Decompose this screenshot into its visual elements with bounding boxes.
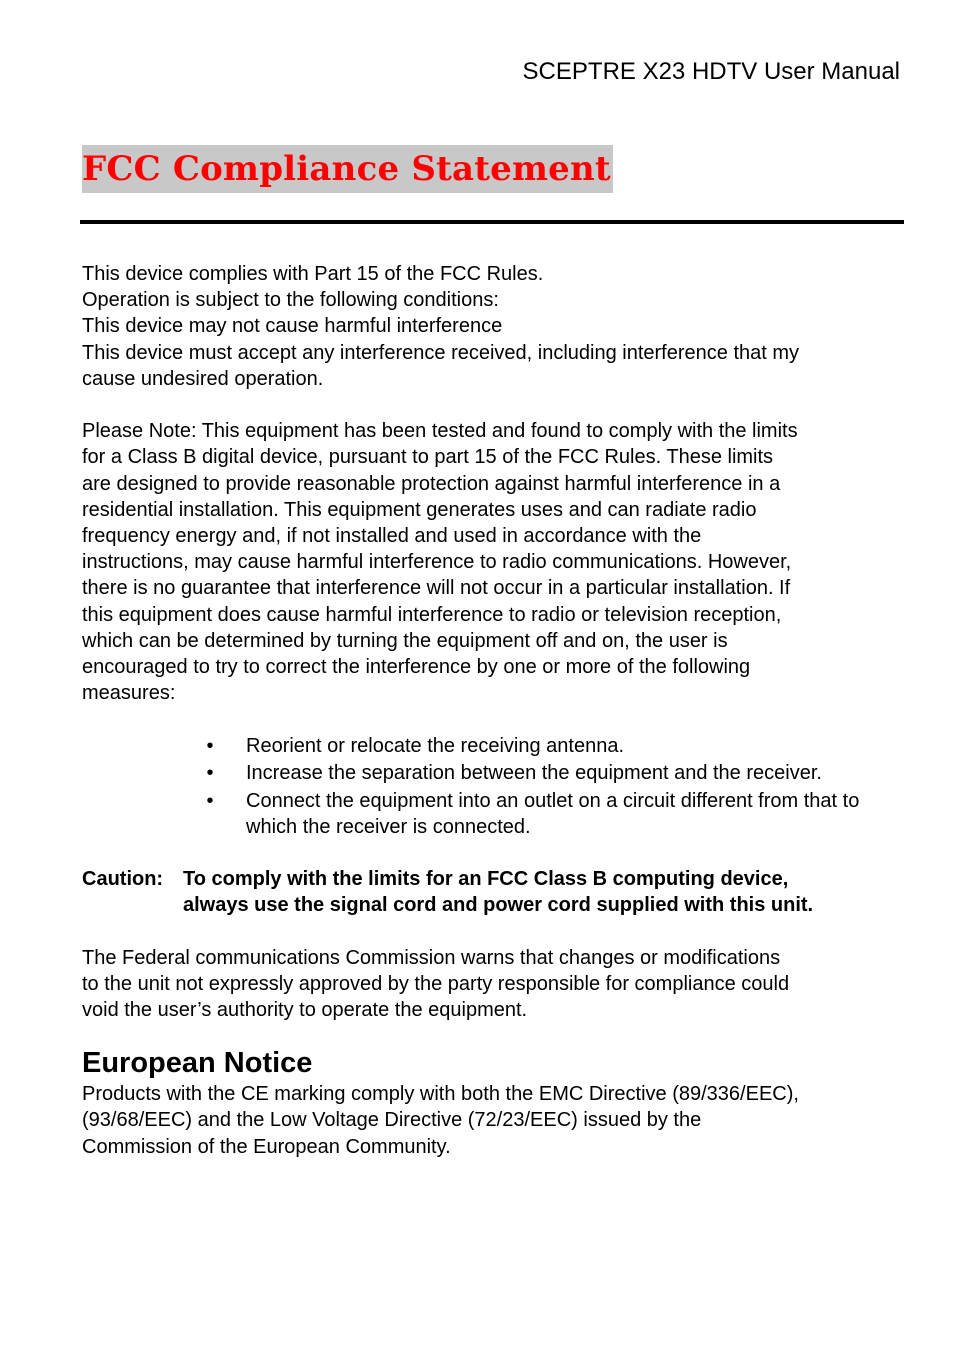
section-title-highlight bbox=[82, 145, 613, 193]
note-line: measures: bbox=[82, 682, 176, 705]
note-line: Please Note: This equipment has been tested and found to comply with the limits bbox=[82, 420, 798, 443]
list-item bbox=[82, 760, 912, 786]
caution-label: Caution: bbox=[82, 867, 164, 890]
caution-line: always use the signal cord and power cord supplied with this unit. bbox=[183, 894, 814, 917]
compliance-line: This device must accept any interference received, including interference that my bbox=[82, 341, 800, 364]
fcc-warning-paragraph bbox=[82, 945, 912, 1024]
compliance-line: cause undesired operation. bbox=[82, 367, 324, 390]
document-body bbox=[82, 261, 912, 1160]
paragraph-gap bbox=[82, 1023, 912, 1045]
paragraph-gap bbox=[82, 842, 912, 866]
caution-line: To comply with the limits for an FCC Class B computing device, bbox=[183, 867, 789, 890]
bullet-icon: • bbox=[206, 790, 214, 813]
title-divider bbox=[80, 220, 904, 224]
european-notice-line: (93/68/EEC) and the Low Voltage Directive (72/23/EEC) issued by the bbox=[82, 1109, 702, 1132]
bullet-icon: • bbox=[206, 734, 214, 757]
european-notice-line: Products with the CE marking comply with both the EMC Directive (89/336/EEC), bbox=[82, 1083, 799, 1106]
paragraph-gap bbox=[82, 706, 912, 732]
fcc-warning-line: void the user’s authority to operate the equipment. bbox=[82, 998, 528, 1021]
fcc-warning-line: The Federal communications Commission warns that changes or modifications bbox=[82, 946, 781, 969]
list-item bbox=[82, 733, 912, 759]
running-header: SCEPTRE X23 HDTV User Manual bbox=[522, 58, 900, 85]
note-line: residential installation. This equipment generates uses and can radiate radio bbox=[82, 498, 757, 521]
european-notice-paragraph bbox=[82, 1081, 912, 1160]
compliance-line: Operation is subject to the following conditions: bbox=[82, 289, 499, 312]
note-line: there is no guarantee that interference will not occur in a particular installation. If bbox=[82, 577, 791, 600]
european-notice-line: Commission of the European Community. bbox=[82, 1135, 451, 1158]
fcc-warning-line: to the unit not expressly approved by the party responsible for compliance could bbox=[82, 972, 790, 995]
compliance-paragraph bbox=[82, 261, 912, 392]
note-line: frequency energy and, if not installed and used in accordance with the bbox=[82, 525, 702, 548]
note-line: instructions, may cause harmful interference to radio communications. However, bbox=[82, 551, 792, 574]
note-paragraph bbox=[82, 418, 912, 706]
bullet-icon: • bbox=[206, 762, 214, 785]
caution-notice bbox=[82, 866, 912, 918]
measures-list bbox=[82, 733, 912, 841]
compliance-line: This device complies with Part 15 of the FCC Rules. bbox=[82, 263, 544, 285]
paragraph-gap bbox=[82, 918, 912, 944]
paragraph-gap bbox=[82, 392, 912, 418]
list-item-text: Reorient or relocate the receiving antenna. bbox=[246, 734, 625, 757]
list-item-text: Increase the separation between the equipment and the receiver. bbox=[246, 762, 822, 785]
list-item-text: Connect the equipment into an outlet on a circuit different from that to which the receiver is connected. bbox=[246, 790, 860, 839]
section-title: FCC Compliance Statement bbox=[82, 149, 611, 189]
compliance-line: This device may not cause harmful interference bbox=[82, 315, 503, 338]
note-line: for a Class B digital device, pursuant to part 15 of the FCC Rules. These limits bbox=[82, 446, 774, 469]
note-line: this equipment does cause harmful interference to radio or television reception, bbox=[82, 603, 782, 626]
note-line: are designed to provide reasonable protection against harmful interference in a bbox=[82, 472, 781, 495]
european-notice-heading: European Notice bbox=[82, 1047, 313, 1080]
note-line: encouraged to try to correct the interference by one or more of the following bbox=[82, 656, 751, 679]
caution-text bbox=[183, 866, 912, 918]
list-item bbox=[82, 788, 912, 840]
note-line: which can be determined by turning the equipment off and on, the user is bbox=[82, 629, 728, 652]
